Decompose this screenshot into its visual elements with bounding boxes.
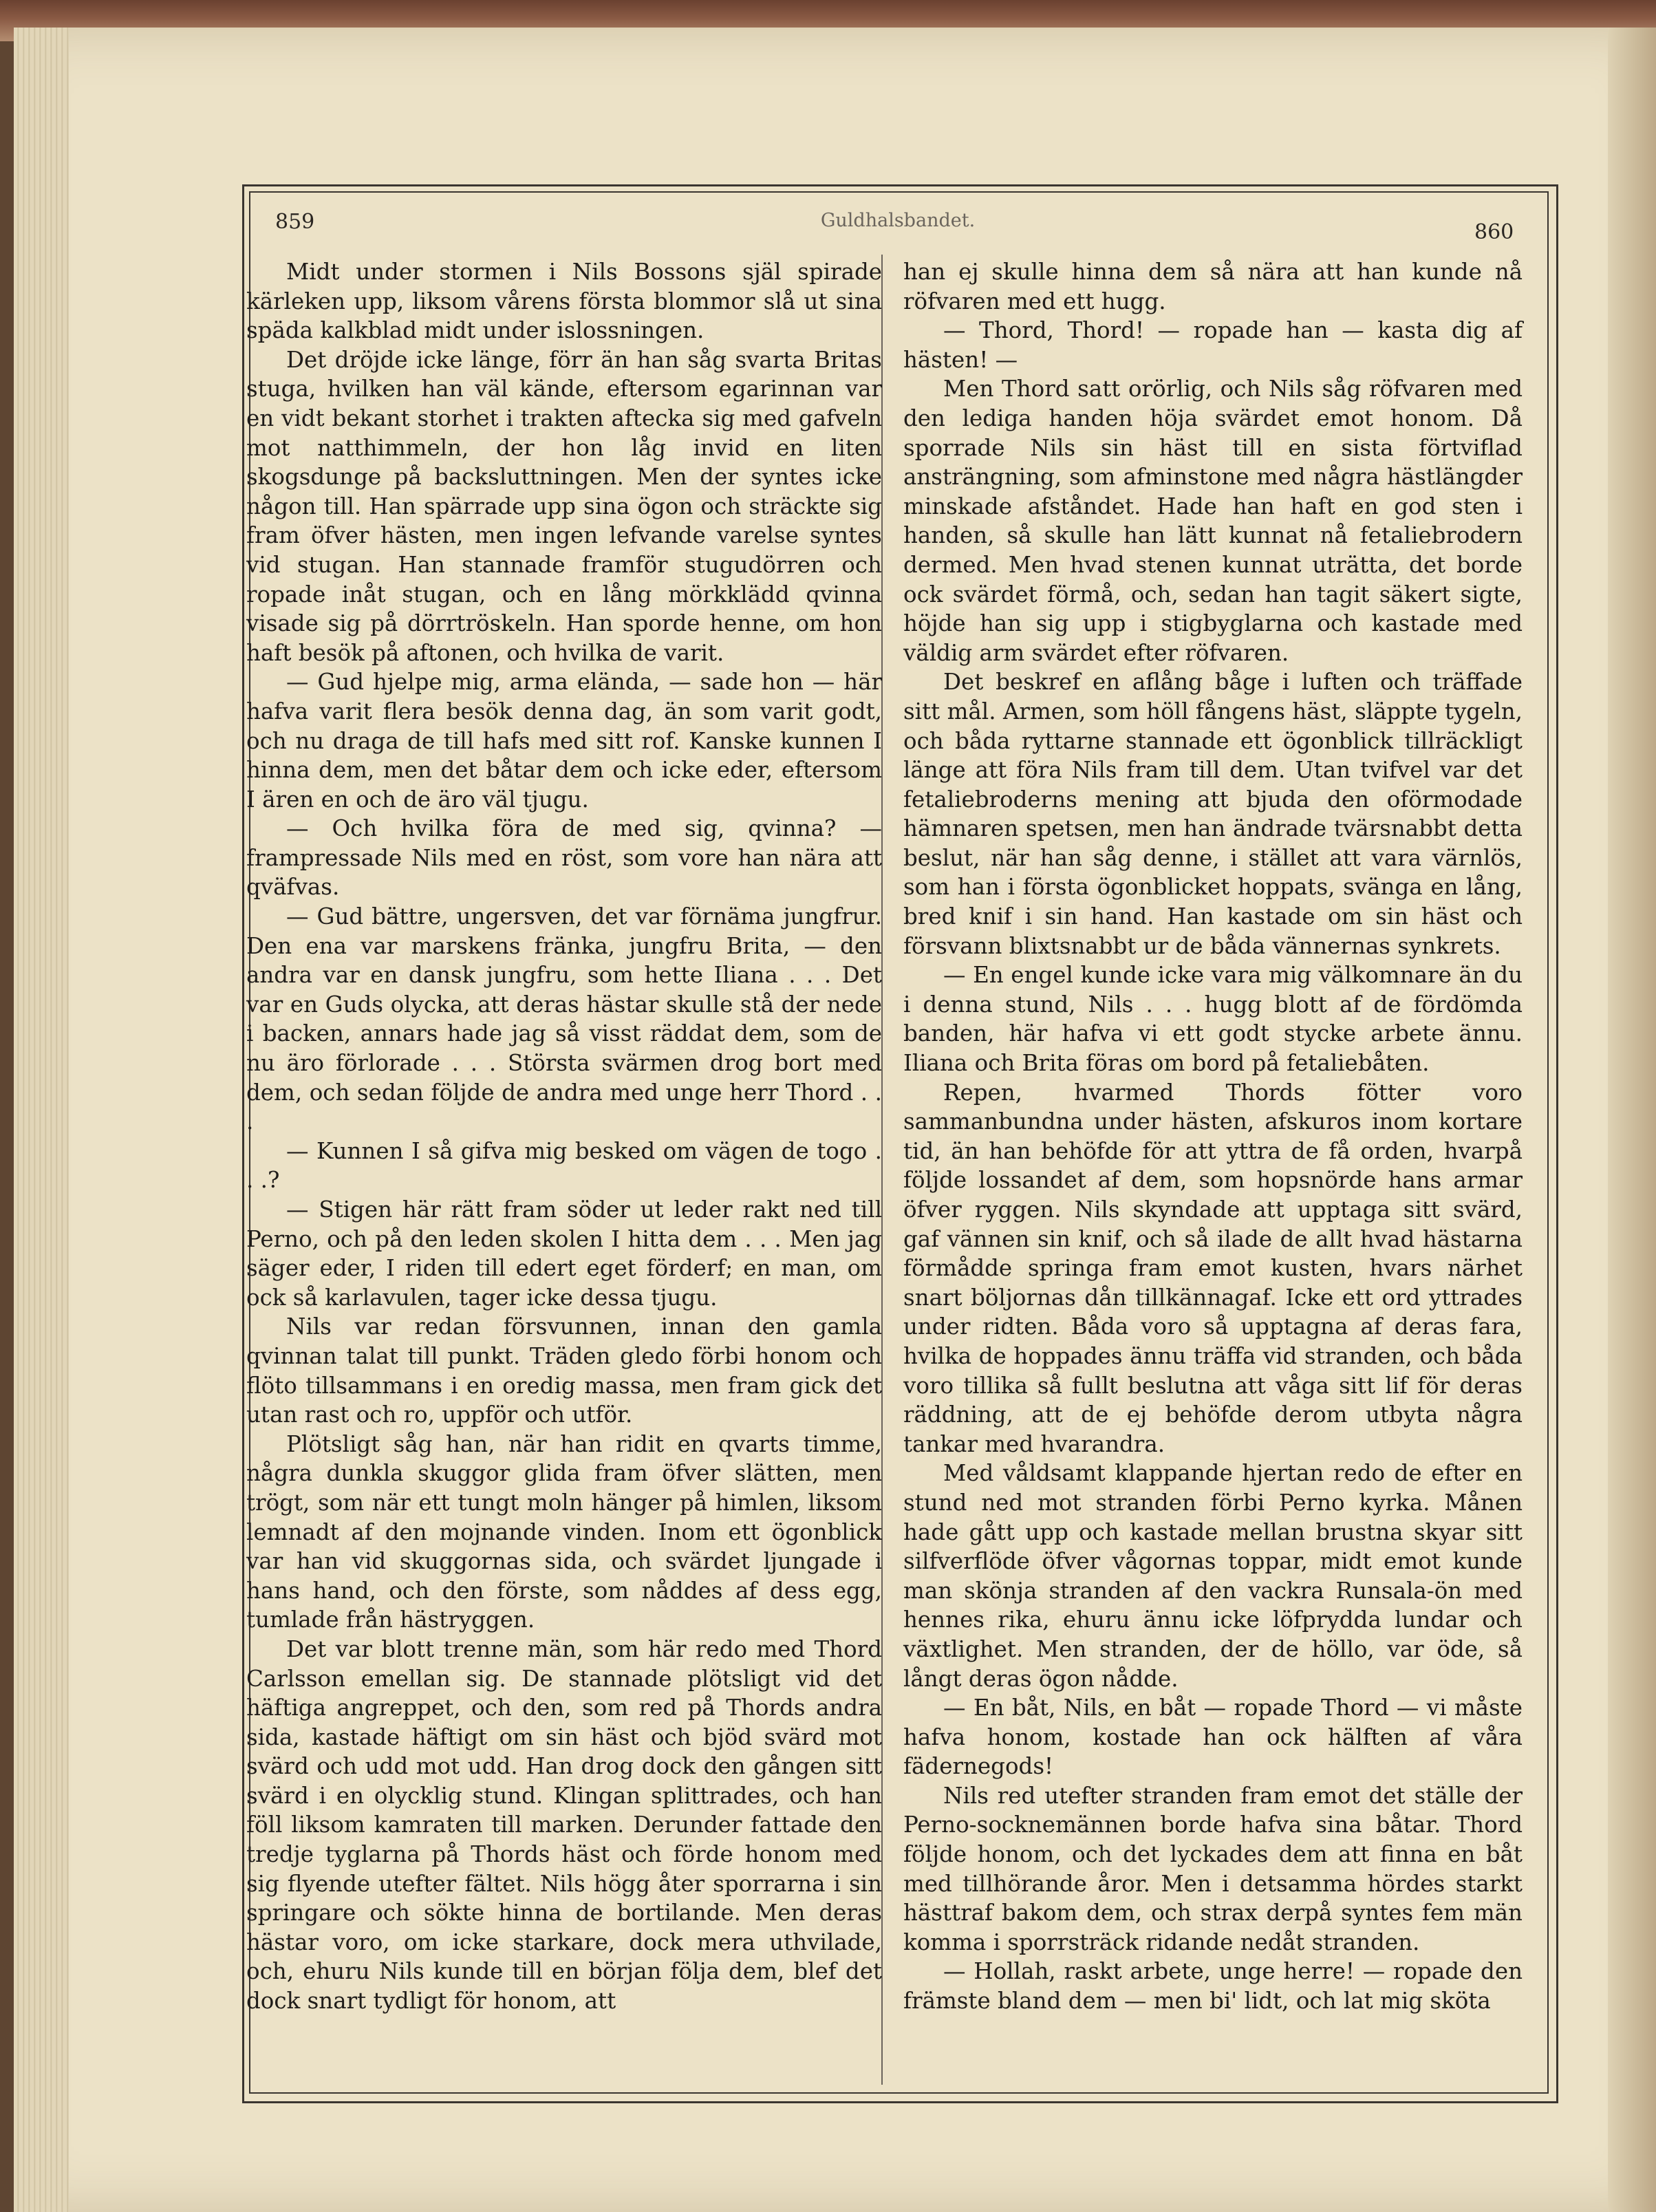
paragraph: — En båt, Nils, en båt — ropade Thord — vi måste hafva honom, kostade han ock hälften af våra fädernegods! — [903, 1695, 1523, 1780]
paragraph: — Gud hjelpe mig, arma elända, — sade hon — här hafva varit flera besök denna dag, än som varit godt, och nu draga de till hafs med sitt rof. Kanske kunnen I hinna dem, men det båtar dem och icke eder, eftersom I ären en och de äro väl tjugu. — [246, 669, 882, 813]
paragraph: Nils red utefter stranden fram emot det ställe der Perno-socknemännen borde hafva sina båtar. Thord följde honom, och det lyckades dem att finna en båt med tillhörande åror. Men i detsamma hördes starkt hästtraf bakom dem, och strax derpå syntes fem män komma i sporrsträck ridande nedåt stranden. — [903, 1782, 1523, 1955]
paragraph: — Gud bättre, ungersven, det var förnäma jungfrur. Den ena var marskens fränka, jungfru Brita, — den andra var en dansk jungfru, som hette Iliana . . . Det var en Guds olycka, att deras hästar skulle stå der nede i backen, annars hade jag så visst räddat dem, som de nu äro förlorade . . . Största svärmen drog bort med dem, och sedan följde de andra med unge herr Thord . . . — [246, 903, 882, 1135]
paragraph: Repen, hvarmed Thords fötter voro sammanbundna under hästen, afskuros inom kortare tid, än han behöfde för att yttra de få orden, hvarpå följde lossandet af dem, som hopsnörde hans armar öfver ryggen. Nils skyndade att upptaga sitt svärd, gaf vännen sin knif, och så ilade de allt hvad hästarna förmådde springa fram emot kusten, hvars närhet snart böljornas dån tillkännagaf. Icke ett ord yttrades under ridten. Båda voro så upptagna af deras fara, hvilka de hoppades ännu träffa vid stranden, och båda voro tillika så fullt beslutna att våga sitt lif för deras räddning, att de ej behöfde derom utbyta några tankar med hvarandra. — [903, 1079, 1523, 1457]
paragraph: — Stigen här rätt fram söder ut leder rakt ned till Perno, och på den leden skolen I hitta dem . . . Men jag säger eder, I riden till edert eget förderf; en man, om ock så karlavulen, tager icke dessa tjugu. — [246, 1196, 882, 1311]
paragraph: Det dröjde icke länge, förr än han såg svarta Britas stuga, hvilken han väl kände, eftersom egarinnan var en vidt bekant storhet i trakten aftecka sig med gafveln mot natthimmeln, der hon låg invid en liten skogsdunge på backsluttningen. Men der syntes icke någon till. Han spärrade upp sina ögon och sträckte sig fram öfver hästen, men ingen lefvande varelse syntes vid stugan. Han stannade framför stugudörren och ropade inåt stugan, och en lång mörkklädd qvinna visade sig på dörrtröskeln. Han sporde henne, om hon haft besök på aftonen, och hvilka de varit. — [246, 346, 882, 666]
paragraph: — Och hvilka föra de med sig, qvinna? — frampressade Nils med en röst, som vore han nära att qväfvas. — [246, 815, 882, 901]
paragraph: — Thord, Thord! — ropade han — kasta dig af hästen! — — [903, 317, 1523, 373]
paragraph: Plötsligt såg han, när han ridit en qvarts timme, några dunkla skuggor glida fram öfver slätten, men trögt, som när ett tungt moln hänger på himlen, liksom lemnadt af den mojnande vinden. Inom ett ögonblick var han vid skuggornas sida, och svärdet ljungade i hans hand, och den förste, som nåddes af dess egg, tumlade från hästryggen. — [246, 1430, 882, 1633]
paragraph: Men Thord satt orörlig, och Nils såg röfvaren med den lediga handen höja svärdet emot honom. Då sporrade Nils sin häst till en sista förtviflad ansträngning, som afminstone med några hästlängder minskade afståndet. Hade han haft en god sten i handen, så skulle han lätt kunnat nå fetaliebrodern dermed. Men hvad stenen kunnat uträtta, det borde ock svärdet förmå, och, sedan han tagit säkert sigte, höjde han sig upp i stigbyglarna och kastade med väldig arm svärdet efter röfvaren. — [903, 376, 1523, 666]
page-right-edge — [1608, 28, 1656, 2212]
page-number-right: 860 — [1474, 220, 1514, 244]
running-title: Guldhalsbandet. — [820, 210, 976, 231]
paragraph: — Kunnen I så gifva mig besked om vägen de togo . . .? — [246, 1137, 882, 1194]
paragraph: han ej skulle hinna dem så nära att han kunde nå röfvaren med ett hugg. — [903, 259, 1523, 314]
paragraph: Det var blott trenne män, som här redo med Thord Carlsson emellan sig. De stannade plötsligt vid det häftiga angreppet, och den, som red på Thords andra sida, kastade häftigt om sin häst och bjöd svärd mot svärd och udd mot udd. Han drog dock den gången sitt svärd i en olycklig stund. Klingan splittrades, och han föll liksom kamraten till marken. Derunder fattade den tredje tyglarna på Thords häst och förde honom med sig flyende utefter fältet. Nils högg åter sporrarna i sin springare och sökte hinna de bortilande. Men deras hästar voro, om icke starkare, dock mera uthvilade, och, ehuru Nils kunde till en början följa dem, blef det dock snart tydligt för honom, att — [246, 1635, 882, 2015]
page-stack-edge — [14, 28, 69, 2212]
left-column — [246, 257, 882, 2016]
paragraph: — En engel kunde icke vara mig välkomnare än du i denna stund, Nils . . . hugg blott af de fördömda banden, här hafva vi ett godt stycke arbete ännu. Iliana och Brita föras om bord på fetaliebåten. — [903, 962, 1523, 1077]
right-column — [903, 257, 1523, 2016]
paragraph: — Hollah, raskt arbete, unge herre! — ropade den främste bland dem — men bi' lidt, och lat mig sköta — [903, 1958, 1523, 2015]
paragraph: Med våldsamt klappande hjertan redo de efter en stund ned mot stranden förbi Perno kyrka. Månen hade gått upp och kastade mellan brustna skyar sitt silfverflöde öfver vågornas toppar, midt emot kunde man skönja stranden af den vackra Runsala-ön med hennes rika, ehuru ännu icke löfprydda lundar och växtlighet. Men stranden, der de höllo, var öde, så långt deras ögon nådde. — [903, 1460, 1523, 1692]
paragraph: Det beskref en aflång båge i luften och träffade sitt mål. Armen, som höll fångens häst, släppte tygeln, och båda ryttarne stannade ett ögonblick tillräckligt länge att föra Nils fram till dem. Utan tvifvel var det fetaliebroderns mening att bjuda den oförmodade hämnaren spetsen, men han ändrade tvärsnabbt detta beslut, när han såg denne, i stället att vara värnlös, som han i första ögonblicket hoppats, svänga en lång, bred knif i sin hand. Han kastade om sin häst och försvann blixtsnabbt ur de båda vännernas synkrets. — [903, 669, 1523, 959]
page-number-left: 859 — [275, 210, 315, 234]
paragraph: Midt under stormen i Nils Bossons själ spirade kärleken upp, liksom vårens första blommor slå ut sina späda kalkblad midt under islossningen. — [246, 259, 882, 344]
paragraph: Nils var redan försvunnen, innan den gamla qvinnan talat till punkt. Träden gledo förbi honom och flöto tillsammans i en oredig massa, men fram gick det utan rast och ro, uppför och utför. — [246, 1313, 882, 1428]
